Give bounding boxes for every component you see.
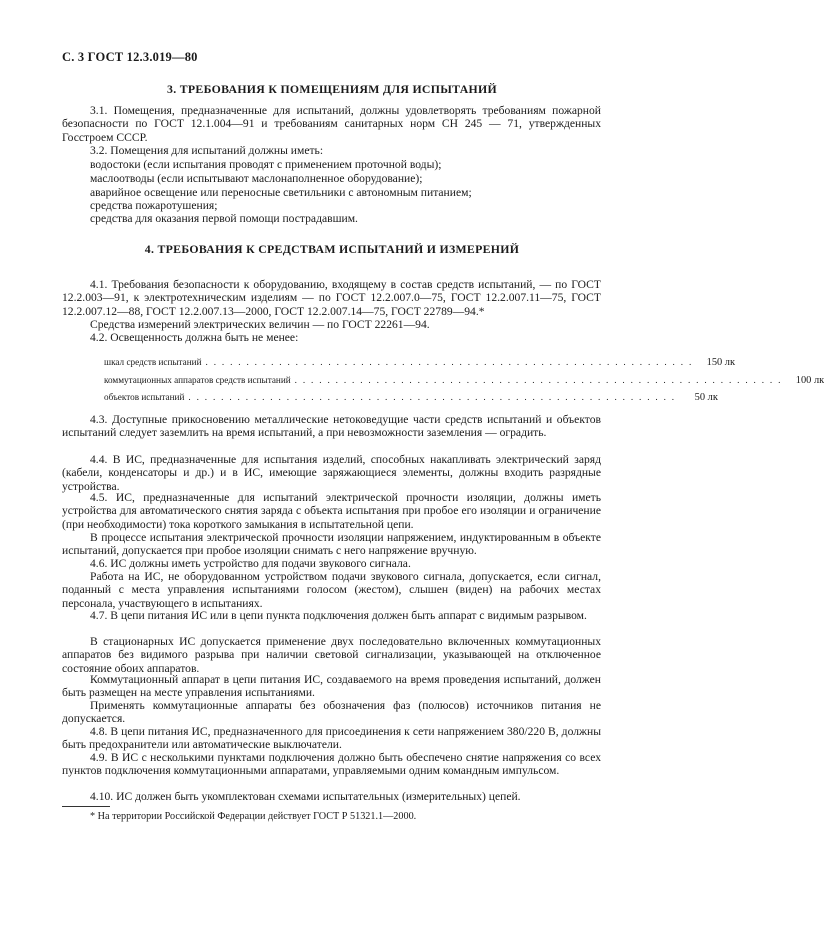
page-header: С. 3 ГОСТ 12.3.019—80 <box>62 50 198 64</box>
paragraph-4-7-phases: Применять коммутационные аппараты без обозначения фаз (полюсов) источников питания не допускается. <box>62 699 601 726</box>
footnote: * На территории Российской Федерации действует ГОСТ Р 51321.1—2000. <box>90 811 417 822</box>
list-item: маслоотводы (если испытывают маслонаполненное оборудование); <box>90 172 423 185</box>
illumination-row <box>104 354 736 372</box>
section-4-title: 4. ТРЕБОВАНИЯ К СРЕДСТВАМ ИСПЫТАНИЙ И ИЗМЕРЕНИЙ <box>144 242 520 256</box>
leader-dots: . . . . . . . . . . . . . . . . . . . . . . . . . . . . . . . . . . . . . . . . . . . . . . . . . . . . . . . . . . . . <box>205 357 694 367</box>
paragraph-3-1: 3.1. Помещения, предназначенные для испытаний, должны удовлетворять требованиям пожарной безопасности по ГОСТ 12.1.004—91 и требованиям санитарных норм СН 245 — 71, утвержденных Госстроем СССР. <box>62 104 601 144</box>
footnote-rule <box>62 806 110 807</box>
paragraph-4-6: 4.6. ИС должны иметь устройство для подачи звукового сигнала. <box>90 557 411 570</box>
list-item: аварийное освещение или переносные светильники с автономным питанием; <box>90 186 472 199</box>
illumination-value: 100 лк <box>795 374 824 386</box>
paragraph-4-9: 4.9. В ИС с несколькими пунктами подключения должно быть обеспечено снятие напряжения со всех пунктов подключения коммутационными аппаратами, управляемыми одним командным импульсом. <box>62 751 601 778</box>
leader-dots: . . . . . . . . . . . . . . . . . . . . . . . . . . . . . . . . . . . . . . . . . . . . . . . . . . . . . . . . . . . . <box>294 374 783 385</box>
paragraph-4-5: 4.5. ИС, предназначенные для испытаний электрической прочности изоляции, должны иметь устройства для автоматического снятия заряда с объекта испытания при пробое его изоляции и ограничение (при необходимости) тока короткого замыкания в испытательной цепи. <box>62 491 601 531</box>
paragraph-4-2: 4.2. Освещенность должна быть не менее: <box>90 331 299 344</box>
illumination-label: шкал средств испытаний <box>104 357 202 367</box>
paragraph-4-6-note: Работа на ИС, не оборудованном устройством подачи звукового сигнала, допускается, если сигнал, поданный с места управления испытаниями голосом (жестом), слышен (виден) на рабочих местах персонала, участвующего в испытаниях. <box>62 570 601 610</box>
paragraph-4-5-note: В процессе испытания электрической прочности изоляции напряжением, индуктированным в объекте испытаний, допускается при пробое изоляции снимать с него напряжение вручную. <box>62 531 601 558</box>
list-item: средства для оказания первой помощи пострадавшим. <box>90 212 358 225</box>
illumination-label: объектов испытаний <box>104 392 185 403</box>
paragraph-4-7: 4.7. В цепи питания ИС или в цепи пункта подключения должен быть аппарат с видимым разрывом. <box>90 609 587 622</box>
illumination-value: 150 лк <box>706 357 736 368</box>
list-item: средства пожаротушения; <box>90 199 218 212</box>
paragraph-4-3: 4.3. Доступные прикосновению металлические нетоковедущие части средств испытаний и объектов испытаний следует заземлить на время испытаний, а при невозможности заземления — оградить. <box>62 413 601 440</box>
list-item: водостоки (если испытания проводят с применением проточной воды); <box>90 158 442 171</box>
illumination-row <box>104 389 718 407</box>
illumination-table <box>104 354 824 407</box>
paragraph-4-1-measures: Средства измерений электрических величин — по ГОСТ 22261—94. <box>90 318 430 331</box>
paragraph-4-4: 4.4. В ИС, предназначенные для испытания изделий, способных накапливать электрический заряд (кабели, конденсаторы и др.) и в ИС, имеющие заряжающиеся элементы, должны входить разрядные устройства. <box>62 453 601 493</box>
illumination-label: коммутационных аппаратов средств испытаний <box>104 374 291 385</box>
paragraph-4-7-switch: Коммутационный аппарат в цепи питания ИС, создаваемого на время проведения испытаний, должен быть размещен на месте управления испытаниями. <box>62 673 601 700</box>
paragraph-4-8: 4.8. В цепи питания ИС, предназначенного для присоединения к сети напряжением 380/220 В, должны быть предохранители или автоматические выключатели. <box>62 725 601 752</box>
paragraph-3-2: 3.2. Помещения для испытаний должны иметь: <box>90 144 324 157</box>
leader-dots: . . . . . . . . . . . . . . . . . . . . . . . . . . . . . . . . . . . . . . . . . . . . . . . . . . . . . . . . . . . . <box>188 392 676 403</box>
paragraph-4-7-stationary: В стационарных ИС допускается применение двух последовательно включенных коммутационных аппаратов без видимого разрыва при наличии световой сигнализации, указывающей на отключенное состояние обоих аппаратов. <box>62 635 601 675</box>
paragraph-4-1: 4.1. Требования безопасности к оборудованию, входящему в состав средств испытаний, — по ГОСТ 12.2.003—91, к электротехническим изделиям — по ГОСТ 12.2.007.0—75, ГОСТ 12.2.007.11—75, ГОСТ 12.2.007.12—88, ГОСТ 12.2.007.13—2000, ГОСТ 12.2.007.14—75, ГОСТ 22789—94.* <box>62 278 601 318</box>
illumination-value: 50 лк <box>694 392 718 404</box>
paragraph-4-10: 4.10. ИС должен быть укомплектован схемами испытательных (измерительных) цепей. <box>90 790 521 803</box>
section-3-title: 3. ТРЕБОВАНИЯ К ПОМЕЩЕНИЯМ ДЛЯ ИСПЫТАНИЙ <box>167 82 497 96</box>
illumination-row <box>104 372 824 390</box>
